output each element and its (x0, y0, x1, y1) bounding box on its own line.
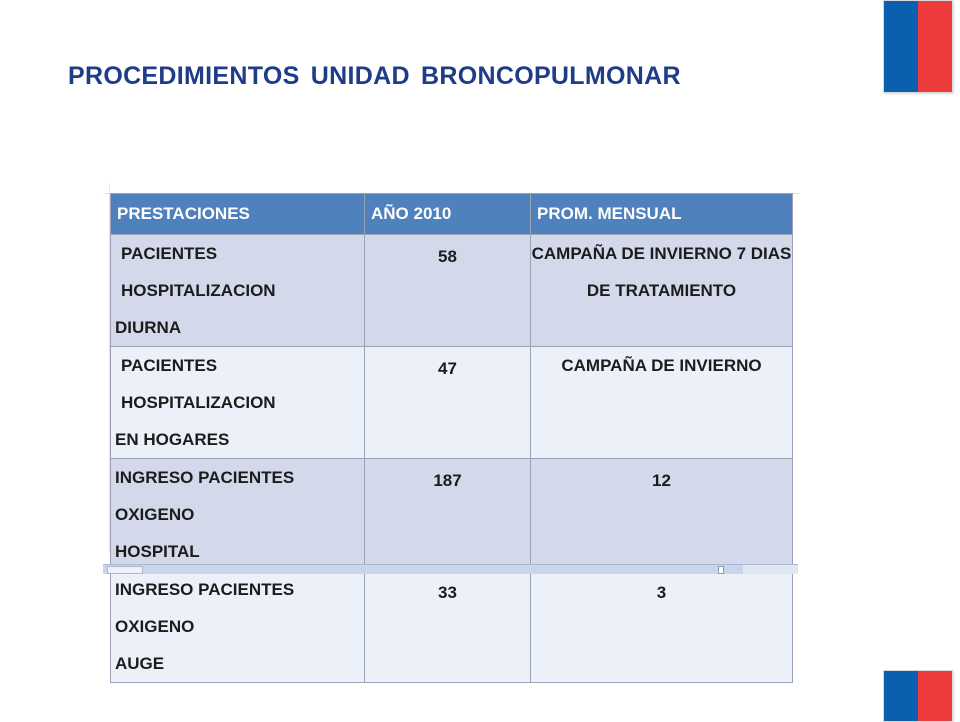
header-prestaciones: PRESTACIONES (111, 194, 365, 235)
cell-line: PACIENTES HOSPITALIZACION (121, 356, 276, 412)
table-row (111, 235, 793, 347)
cell-anio: 47 (365, 347, 531, 459)
cell-line: HOSPITAL (115, 542, 200, 561)
cell-prom (531, 235, 793, 347)
chile-flag-bottom-decoration (883, 670, 953, 722)
table-row (111, 347, 793, 459)
header-prom-mensual: PROM. MENSUAL (531, 194, 793, 235)
sheet-gridline-left (103, 183, 110, 553)
cell-anio: 187 (365, 459, 531, 571)
cell-line: 3 (656, 583, 667, 602)
cell-line: INGRESO PACIENTES OXIGENO (115, 468, 295, 524)
prestaciones-table (110, 193, 793, 683)
cell-line: CAMPAÑA DE INVIERNO 7 DIAS (531, 244, 792, 263)
chile-flag-top-decoration (883, 0, 953, 93)
cell-prestacion (111, 347, 365, 459)
cell-line: CAMPAÑA DE INVIERNO (561, 356, 762, 375)
cell-prom (531, 459, 793, 571)
cell-line: EN HOGARES (115, 430, 230, 449)
table-header-row (111, 194, 793, 235)
flag-red-band (918, 1, 952, 92)
table-row (111, 459, 793, 571)
cell-line: AUGE (115, 654, 165, 673)
cell-prestacion (111, 459, 365, 571)
cell-line: DE TRATAMIENTO (586, 281, 737, 300)
cell-prestacion (111, 571, 365, 683)
cell-line: DIURNA (115, 318, 182, 337)
scrollbar-split-handle[interactable] (718, 566, 724, 574)
cell-anio: 33 (365, 571, 531, 683)
flag-red-band (918, 671, 952, 721)
cell-prom (531, 571, 793, 683)
cell-line: INGRESO PACIENTES OXIGENO (115, 580, 295, 636)
slide-title: PROCEDIMIENTOS UNIDAD BRONCOPULMONAR (68, 62, 681, 90)
flag-blue-band (884, 671, 918, 721)
cell-prestacion (111, 235, 365, 347)
table-row (111, 571, 793, 683)
horizontal-scrollbar[interactable] (103, 564, 798, 574)
scrollbar-track-end (743, 565, 798, 574)
header-anio-2010: AÑO 2010 (365, 194, 531, 235)
cell-line: 12 (652, 471, 671, 490)
scrollbar-thumb[interactable] (107, 566, 143, 574)
cell-line: PACIENTES HOSPITALIZACION (121, 244, 276, 300)
cell-prom (531, 347, 793, 459)
flag-blue-band (884, 1, 918, 92)
cell-anio: 58 (365, 235, 531, 347)
